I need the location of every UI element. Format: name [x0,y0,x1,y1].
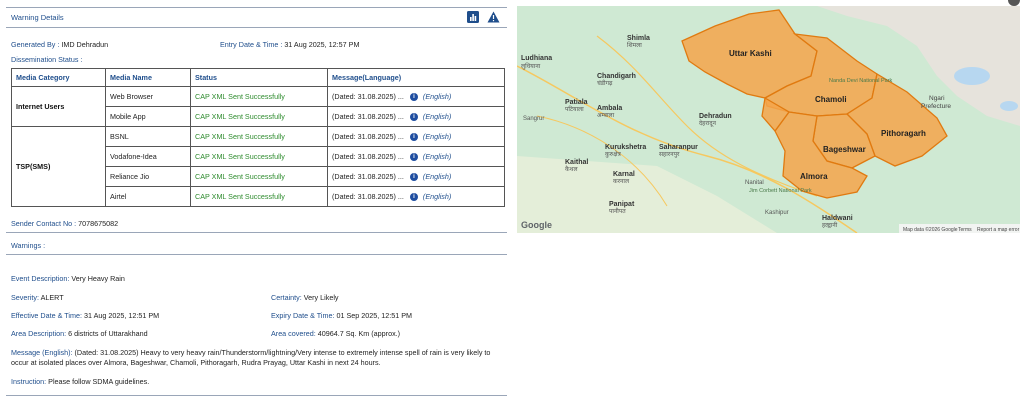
media-name-cell: Web Browser [106,87,191,107]
warning-area-map[interactable] [517,6,1020,233]
media-name-cell: BSNL [106,127,191,147]
city-label: सहारनपुर [659,152,680,158]
status-cell: CAP XML Sent Successfully [191,127,328,147]
city-label: देहरादून [699,121,716,127]
message-cell: (Dated: 31.08.2025) ... i (English) [328,187,505,207]
city-label: Haldwani [822,215,853,222]
city-label: अम्बाला [597,113,615,119]
language-link[interactable]: (English) [422,191,452,201]
district-label: Pithoragarh [881,129,926,138]
map-attribution: Map data ©2026 Google [903,227,958,233]
map-lake [954,67,990,85]
place-label: Jim Corbett National Park [749,188,812,194]
status-cell: CAP XML Sent Successfully [191,187,328,207]
event-description: Event Description: Very Heavy Rain [11,274,125,283]
terms-link[interactable]: Terms [958,227,972,233]
place-label: Nanital [745,180,764,186]
city-label: पटियाला [565,107,584,113]
table-header-row [12,69,505,87]
status-cell: CAP XML Sent Successfully [191,167,328,187]
dissemination-label: Dissemination Status : [11,55,83,64]
warning-triangle-icon[interactable] [487,11,499,23]
city-label: करनाल [613,179,630,185]
col-media-name: Media Name [106,69,191,87]
col-message: Message(Language) [328,69,505,87]
sender-contact: Sender Contact No : 7078675082 [11,219,119,228]
info-icon[interactable]: i [410,113,418,121]
city-label: हल्द्वानी [822,223,838,229]
city-label: Saharanpur [659,144,698,151]
message-cell: (Dated: 31.08.2025) ... i (English) [328,167,505,187]
language-link[interactable]: (English) [422,91,452,101]
google-logo: Google [521,220,552,230]
area-covered: Area covered: 40964.7 Sq. Km (approx.) [271,329,401,338]
district-label: Almora [800,172,828,181]
warning-details-panel [4,0,509,401]
warnings-divider [6,254,507,255]
message-cell: (Dated: 31.08.2025) ... i (English) [328,147,505,167]
table-row [12,87,505,107]
header-divider [6,27,507,28]
city-label: Panipat [609,201,635,208]
expiry-datetime: Expiry Date & Time: 01 Sep 2025, 12:51 PM [271,311,413,320]
table-row [12,127,505,147]
district-label: Chamoli [815,95,847,104]
city-label: कुरुक्षेत्र [605,152,621,158]
area-description: Area Description: 6 districts of Uttarakhand [11,329,148,338]
place-label: Ngari [929,95,945,102]
language-link[interactable]: (English) [422,171,452,181]
category-cell: Internet Users [12,87,106,127]
panel-title: Warning Details [11,13,64,22]
info-icon[interactable]: i [410,153,418,161]
instruction: Instruction: Please follow SDMA guidelines. [11,377,150,386]
city-label: पानीपत [609,209,626,215]
media-name-cell: Reliance Jio [106,167,191,187]
city-label: कैथल [565,167,578,173]
col-media-category: Media Category [12,69,106,87]
city-label: चंडीगढ़ [597,81,613,87]
city-label: Kaithal [565,159,589,166]
place-label: Nanda Devi National Park [829,78,893,84]
city-label: Chandigarh [597,73,636,80]
city-label: Dehradun [699,113,732,120]
warnings-label: Warnings : [11,241,46,250]
city-label: Ludhiana [521,55,553,62]
message-english: Message (English): (Dated: 31.08.2025) Heavy to very heavy rain/Thunderstorm/lightning/Very intense to extremely intense spell of rain is very likely to occur at isolated places over Almora, Bageshwar, Chamoli, Pithoragarh, Rudra Prayag, Uttar Kashi in next 24 hours. [11,348,491,367]
city-label: लुधियाना [521,64,541,70]
bottom-divider [6,395,507,396]
info-icon[interactable]: i [410,133,418,141]
place-label: Kashipur [765,210,789,216]
language-link[interactable]: (English) [422,151,452,161]
district-label: Uttar Kashi [729,49,772,58]
certainty: Certainty: Very Likely [271,293,339,302]
category-cell: TSP(SMS) [12,127,106,207]
media-name-cell: Mobile App [106,107,191,127]
status-cell: CAP XML Sent Successfully [191,147,328,167]
media-name-cell: Vodafone-Idea [106,147,191,167]
map-lake [1000,101,1018,111]
district-label: Bageshwar [823,145,866,154]
place-label: Prefecture [921,103,951,110]
map-canvas[interactable] [517,6,1020,233]
info-icon[interactable]: i [410,173,418,181]
city-label: Karnal [613,171,635,178]
language-link[interactable]: (English) [422,131,452,141]
sender-divider [6,232,507,233]
place-label: Sangrur [523,116,545,122]
status-cell: CAP XML Sent Successfully [191,87,328,107]
bar-chart-icon[interactable] [467,11,479,23]
message-cell: (Dated: 31.08.2025) ... i (English) [328,87,505,107]
dissemination-table [11,68,505,207]
effective-datetime: Effective Date & Time: 31 Aug 2025, 12:51 PM [11,311,160,320]
city-label: Shimla [627,35,650,42]
city-label: Ambala [597,105,623,112]
city-label: Patiala [565,99,588,106]
city-label: शिमला [627,43,642,49]
generated-by: Generated By : IMD Dehradun [11,40,109,49]
language-link[interactable]: (English) [422,111,452,121]
message-cell: (Dated: 31.08.2025) ... i (English) [328,127,505,147]
severity: Severity: ALERT [11,293,64,302]
info-icon[interactable]: i [410,93,418,101]
entry-datetime: Entry Date & Time : 31 Aug 2025, 12:57 PM [220,40,360,49]
status-cell: CAP XML Sent Successfully [191,107,328,127]
media-name-cell: Airtel [106,187,191,207]
message-cell: (Dated: 31.08.2025) ... i (English) [328,107,505,127]
report-map-error-link[interactable]: Report a map error [977,227,1020,233]
top-divider [6,7,507,8]
info-icon[interactable]: i [410,193,418,201]
city-label: Kurukshetra [605,144,647,151]
col-status: Status [191,69,328,87]
